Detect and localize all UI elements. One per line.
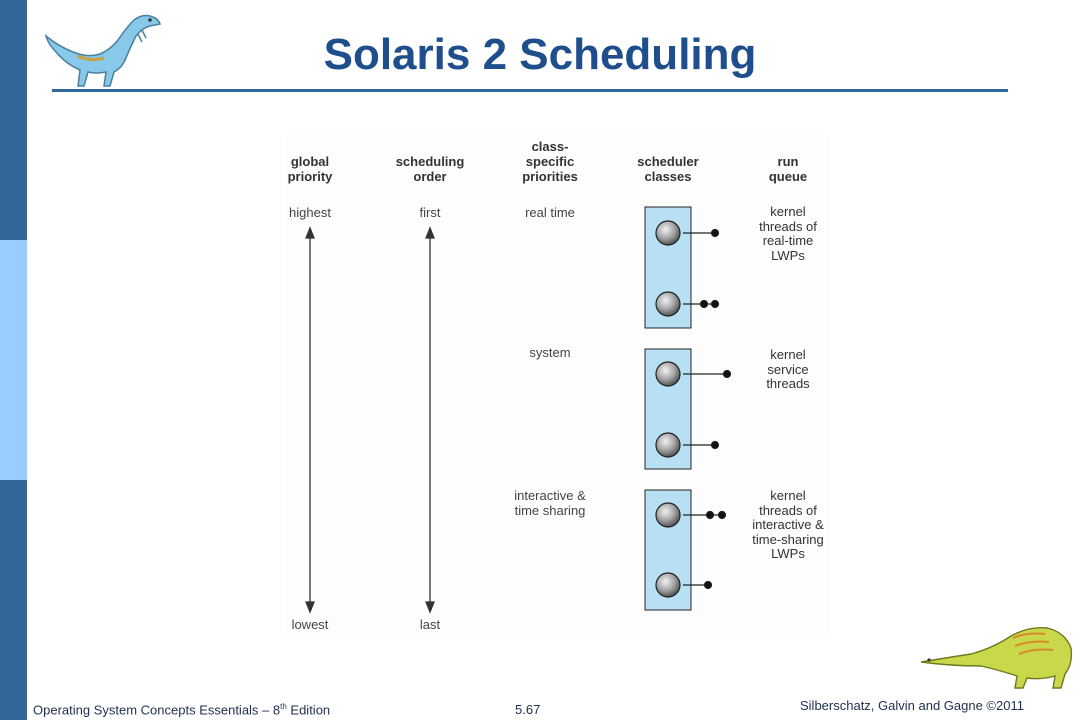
rq-line: threads of	[759, 502, 817, 518]
label-last: last	[419, 617, 441, 632]
header-line: priorities	[522, 169, 578, 184]
dinosaur-illustration-icon	[915, 618, 1075, 692]
rq-line: threads of	[759, 218, 817, 234]
rq-line: kernel	[770, 204, 806, 219]
scheduling-order-arrow	[426, 228, 434, 612]
rq-line: interactive &	[752, 517, 824, 532]
header-line: priority	[287, 169, 333, 184]
header-line: run	[777, 154, 799, 169]
footer-book-sup: th	[280, 702, 287, 711]
priority-ball	[656, 221, 680, 245]
footer-book-text: Operating System Concepts Essentials – 8	[33, 702, 281, 718]
header-line: queue	[768, 169, 808, 184]
priority-ball	[656, 433, 680, 457]
priority-ball	[656, 362, 680, 386]
global-priority-arrow	[306, 228, 314, 612]
rq-line: kernel	[770, 488, 806, 503]
rq-line: time-sharing	[752, 531, 824, 547]
header-line: scheduling	[395, 154, 465, 169]
label-lowest: lowest	[291, 617, 329, 632]
priority-ball	[656, 292, 680, 316]
footer-book-tail: Edition	[286, 702, 331, 718]
label-system: system	[529, 345, 571, 360]
header-line: classes	[644, 169, 692, 184]
priority-ball	[656, 503, 680, 527]
rq-line: kernel	[770, 347, 806, 362]
label-highest: highest	[289, 205, 331, 220]
priority-ball	[656, 573, 680, 597]
label-first: first	[419, 205, 441, 220]
header-line: scheduler	[637, 154, 699, 169]
header-line: class-	[531, 139, 569, 154]
slide-title: Solaris 2 Scheduling	[323, 30, 757, 79]
rq-line: LWPs	[771, 247, 805, 263]
footer-page-number: 5.67	[515, 702, 541, 717]
header-line: specific	[525, 154, 575, 169]
label-real-time: real time	[525, 205, 575, 220]
rq-line: real-time	[762, 233, 814, 248]
header-line: order	[413, 169, 447, 184]
footer-copyright: Silberschatz, Galvin and Gagne ©2011	[800, 698, 1024, 713]
rq-line: threads	[766, 376, 810, 391]
header-line: global	[290, 154, 330, 169]
rq-line: LWPs	[771, 546, 805, 561]
label-line: time sharing	[514, 503, 586, 518]
footer-book-title	[33, 702, 330, 717]
label-line: interactive &	[514, 488, 586, 503]
rq-line: service	[767, 361, 809, 377]
